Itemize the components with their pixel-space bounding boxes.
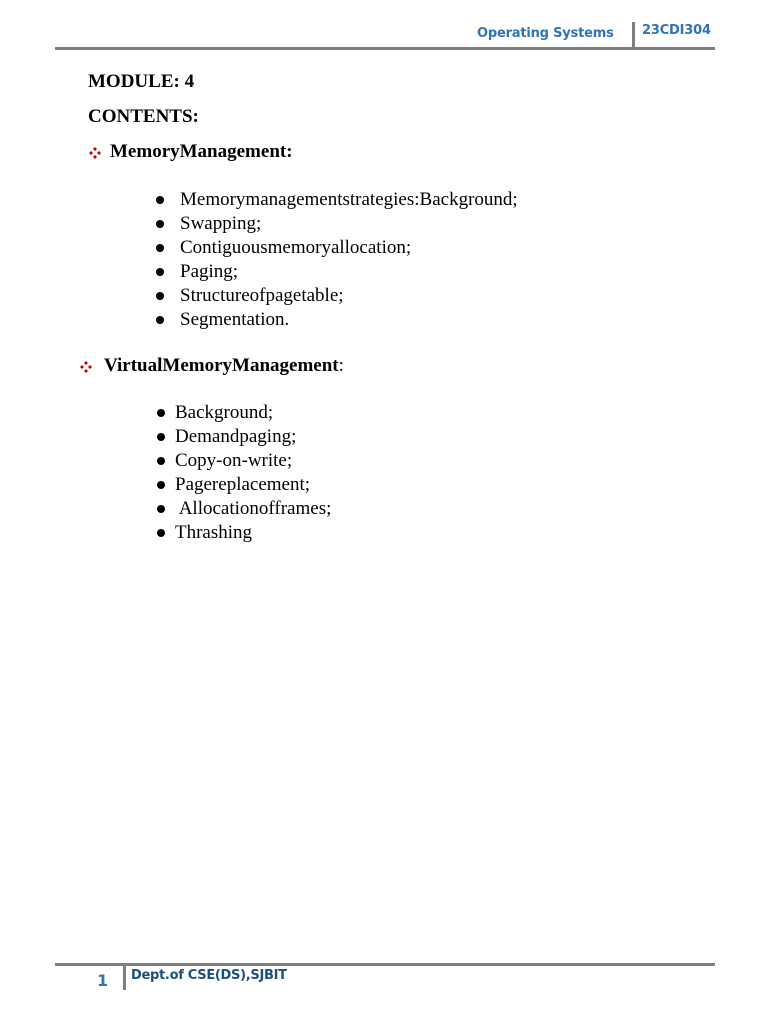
round-bullet-icon [157, 457, 165, 465]
footer-divider [123, 966, 126, 990]
round-bullet-icon [156, 292, 164, 300]
round-bullet-icon [156, 268, 164, 276]
list-item [175, 497, 331, 521]
round-bullet-icon [156, 196, 164, 204]
list-item-text: Memorymanagementstrategies:Background; [180, 189, 518, 210]
list-item [175, 473, 331, 497]
memory-management-topic-list [180, 188, 518, 332]
list-item-text: Background; [175, 402, 274, 423]
round-bullet-icon [157, 433, 165, 441]
section-heading-text: MemoryManagement: [110, 141, 293, 162]
round-bullet-icon [157, 481, 165, 489]
course-code: 23CDI304 [642, 23, 711, 38]
virtual-memory-topic-list [175, 401, 331, 545]
list-item-text: Copy-on-write; [175, 450, 293, 471]
header-rule [55, 47, 715, 50]
round-bullet-icon [156, 244, 164, 252]
list-item [180, 212, 518, 236]
list-item-text: Swapping; [180, 213, 262, 234]
list-item-text: Segmentation. [180, 309, 290, 330]
page-number: 1 [97, 971, 109, 990]
header-title: Operating Systems [477, 26, 614, 41]
list-item [180, 260, 518, 284]
list-item [175, 521, 331, 545]
list-item-text: Structureofpagetable; [180, 285, 344, 306]
section-heading-memory-management [110, 141, 293, 163]
four-diamond-bullet-icon [89, 147, 101, 159]
list-item-text: Pagereplacement; [175, 474, 311, 495]
list-item [180, 284, 518, 308]
contents-title: CONTENTS: [88, 106, 199, 127]
section-heading-text: VirtualMemoryManagement [104, 355, 339, 376]
section-heading-virtual-memory-management [104, 355, 344, 377]
round-bullet-icon [156, 220, 164, 228]
round-bullet-icon [157, 409, 165, 417]
four-diamond-bullet-icon [80, 361, 92, 373]
list-item [180, 308, 518, 332]
module-title: MODULE: 4 [88, 71, 195, 92]
round-bullet-icon [157, 529, 165, 537]
list-item-text: Contiguousmemoryallocation; [180, 237, 412, 258]
list-item-text: Allocationofframes; [175, 498, 332, 519]
list-item [180, 188, 518, 212]
footer-rule [55, 963, 715, 966]
list-item-text: Paging; [180, 261, 239, 282]
list-item [175, 449, 331, 473]
list-item-text: Demandpaging; [175, 426, 297, 447]
list-item [175, 425, 331, 449]
list-item-text: Thrashing [175, 522, 253, 543]
round-bullet-icon [157, 505, 165, 513]
department-label: Dept.of CSE(DS),SJBIT [131, 968, 287, 983]
list-item [180, 236, 518, 260]
round-bullet-icon [156, 316, 164, 324]
list-item [175, 401, 331, 425]
section-heading-colon: : [338, 355, 344, 376]
header-divider [632, 22, 635, 47]
